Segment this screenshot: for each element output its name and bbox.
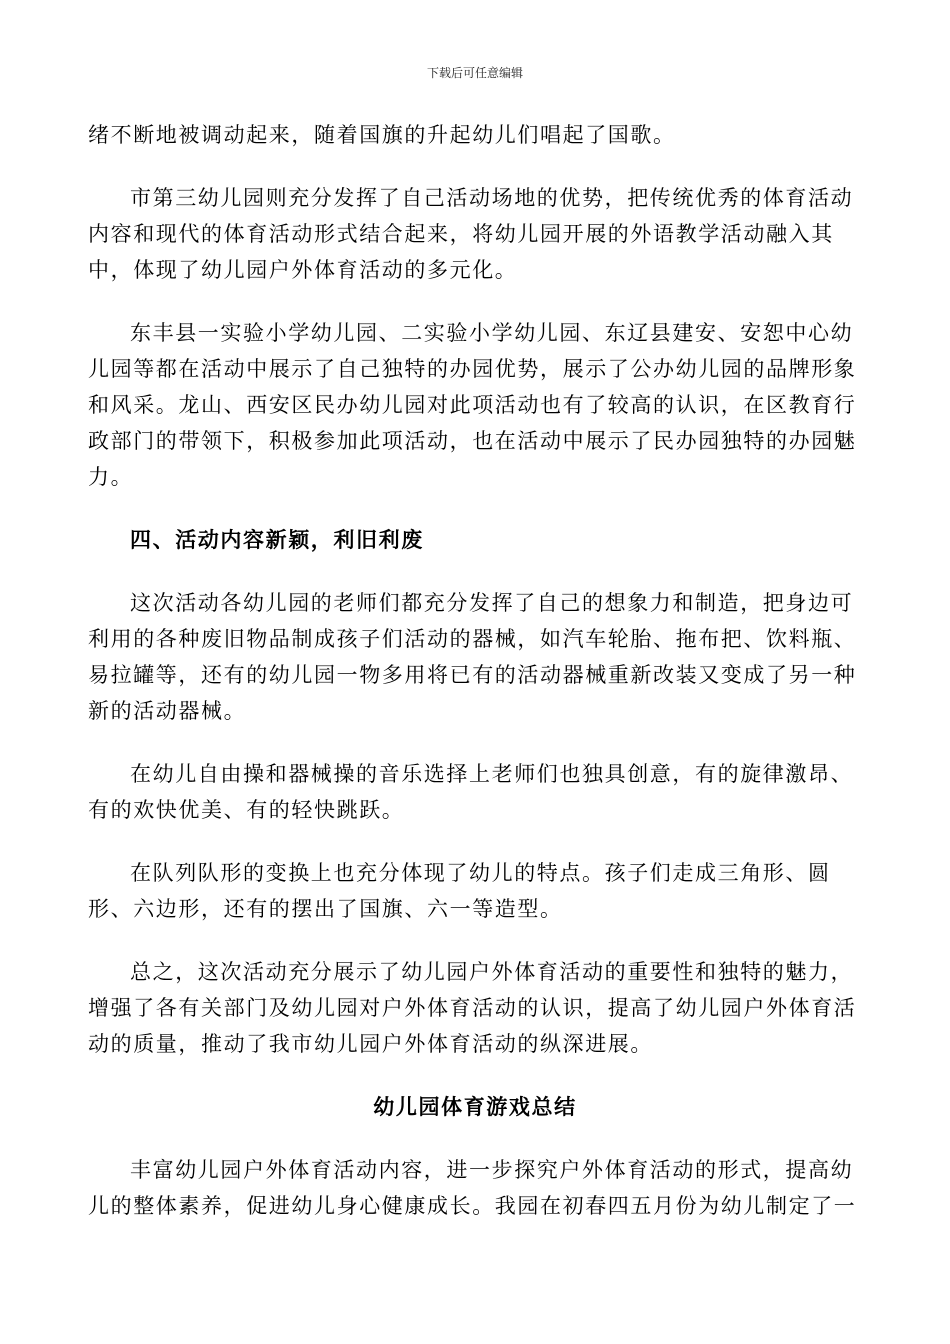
paragraph-intro: 丰富幼儿园户外体育活动内容，进一步探究户外体育活动的形式，提高幼儿的整体素养，促进幼儿身心健康成长。我园在初春四五月份为幼儿制定了一 [88,1158,857,1218]
paragraph-continuation: 绪不断地被调动起来，随着国旗的升起幼儿们唱起了国歌。 [88,123,676,147]
document-title: 幼儿园体育游戏总结 [373,1094,577,1119]
section-heading-four: 四、活动内容新颖，利旧利废 [130,527,424,552]
paragraph-dongfeng-county: 东丰县一实验小学幼儿园、二实验小学幼儿园、东辽县建安、安恕中心幼儿园等都在活动中展示了自己独特的办园优势，展示了公办幼儿园的品牌形象和风采。龙山、西安区民办幼儿园对此项活动也有了较高的认识，在区教育行政部门的带领下，积极参加此项活动，也在活动中展示了民办园独特的办园魅力。 [88,321,857,489]
paragraph-formation: 在队列队形的变换上也充分体现了幼儿的特点。孩子们走成三角形、圆形、六边形，还有的摆出了国旗、六一等造型。 [88,861,831,921]
paragraph-recycled-equipment: 这次活动各幼儿园的老师们都充分发挥了自己的想象力和制造，把身边可利用的各种废旧物品制成孩子们活动的器械，如汽车轮胎、拖布把、饮料瓶、易拉罐等，还有的幼儿园一物多用将已有的活动器械重新改装又变成了另一种新的活动器械。 [88,591,857,723]
page-header: 下载后可任意编辑 [426,66,523,80]
paragraph-music-selection: 在幼儿自由操和器械操的音乐选择上老师们也独具创意，有的旋律激昂、有的欢快优美、有的轻快跳跃。 [88,762,854,822]
paragraph-conclusion: 总之，这次活动充分展示了幼儿园户外体育活动的重要性和独特的魅力，增强了各有关部门及幼儿园对户外体育活动的认识，提高了幼儿园户外体育活动的质量，推动了我市幼儿园户外体育活动的纵深进展。 [88,960,857,1056]
paragraph-third-kindergarten: 市第三幼儿园则充分发挥了自己活动场地的优势，把传统优秀的体育活动内容和现代的体育活动形式结合起来，将幼儿园开展的外语教学活动融入其中，体现了幼儿园户外体育活动的多元化。 [88,186,854,282]
document-body [88,117,862,1251]
